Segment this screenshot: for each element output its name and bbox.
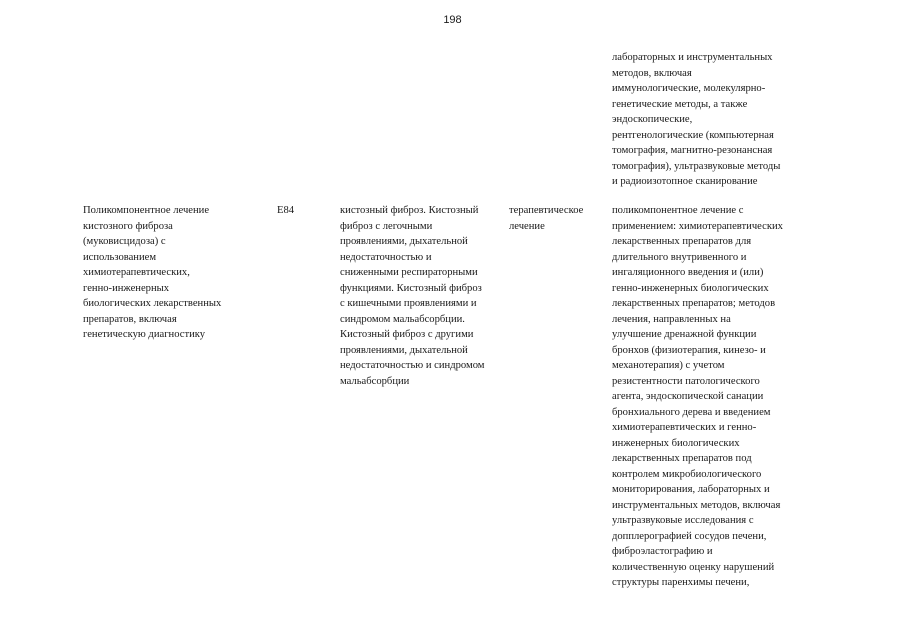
patient-model-cell: кистозный фиброз. Кистозный фиброз с легочными проявлениями, дыхательной недостаточностью и сниженными респираторными функциями. Кистозный фиброз с кишечными проявлениями и синдромом мальабсорбции. Кистозный фиброз с другими проявлениями, дыхательной недостаточностью и синдромом мальабсорбции [340,205,485,387]
treatment-method-cell: поликомпонентное лечение с применением: химиотерапевтических лекарственных препаратов для длительного внутривенного и ингаляционного введения и (или) генно-инженерных биологических лекарственных препаратов; методов лечения, направленных на улучшение дренажной функции бронхов (физиотерапия, кинезо- и механотерапия) с учетом резистентности патологического агента, эндоскопической санации бронхиального дерева и введением химиотерапевтических и генно- инженерных биологических лекарственных препаратов под контролем микробиологического мониторирования, лабораторных и инструментальных методов, включая ультразвуковые исследования с допплерографией сосудов печени, фиброэластографию и количественную оценку нарушений структуры паренхимы печени, [612,205,783,588]
icd-code-cell: E84 [277,205,295,216]
continued-methods-cell: лабораторных и инструментальных методов, включая иммунологические, молекулярно- генетические методы, а также эндоскопические, рентгенологические (компьютерная томография, магнитно-резонансная томография), ультразвуковые методы и радиоизотопное сканирование [612,52,781,187]
care-type-name-cell: Поликомпонентное лечение кистозного фиброза (муковисцидоза) с использованием химиотерапевтических, генно-инженерных биологических лекарственных препаратов, включая генетическую диагностику [83,205,222,340]
treatment-type-cell: терапевтическое лечение [509,205,584,232]
page-number: 198 [443,14,462,26]
